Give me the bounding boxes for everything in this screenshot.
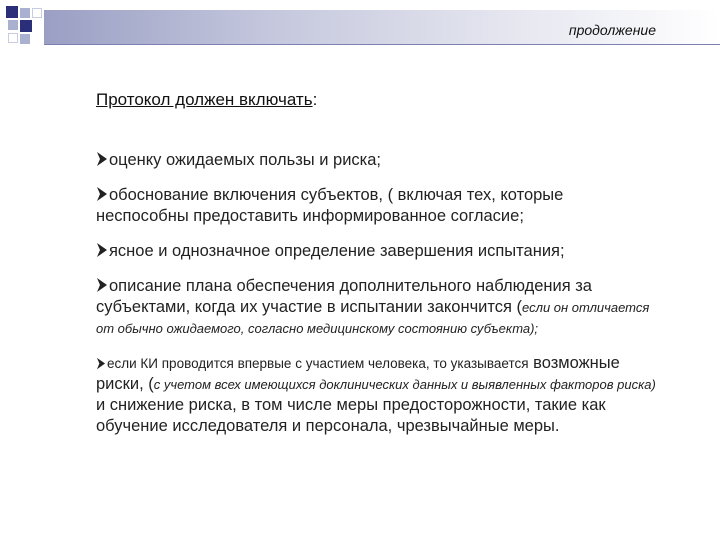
list-item: [96, 353, 656, 437]
page-title: [96, 90, 317, 110]
item-tail: и снижение риска, в том числе меры предосторожности, такие как обучение исследователя и персонала, чрезвычайные меры.: [96, 396, 606, 435]
list-item: [96, 150, 656, 171]
list-item: [96, 276, 656, 339]
decor-square: [20, 8, 30, 18]
arrow-bullet-icon: [96, 186, 108, 202]
decor-square: [20, 34, 30, 44]
list-item: [96, 185, 656, 227]
decor-square: [8, 33, 18, 43]
item-text: возможные риски, (: [96, 354, 620, 393]
decor-square: [6, 6, 18, 18]
item-note: если он отличается от обычно ожидаемого, согласно медицинскому состоянию субъекта);: [96, 300, 650, 336]
arrow-bullet-icon: [96, 357, 106, 370]
header-divider: [44, 44, 720, 45]
decor-square: [32, 8, 42, 18]
item-text: ясное и однозначное определение завершения испытания;: [109, 242, 565, 260]
item-lead-text: если КИ проводится впервые с участием человека, то указывается: [107, 356, 529, 371]
item-text: описание плана обеспечения дополнительного наблюдения за субъектами, когда их участие в испытании закончится (: [96, 277, 592, 316]
item-text: обоснование включения субъектов, ( включая тех, которые неспособны предоставить информированное согласие;: [96, 186, 564, 225]
arrow-bullet-icon: [96, 242, 108, 258]
title-text: Протокол должен включать: [96, 90, 313, 109]
item-lead: [96, 356, 529, 371]
item-text: оценку ожидаемых пользы и риска;: [109, 151, 382, 169]
requirements-list: [96, 150, 656, 451]
decor-square: [8, 20, 18, 30]
list-item: [96, 241, 656, 262]
title-colon: :: [312, 90, 318, 109]
item-note: с учетом всех имеющихся доклинических данных и выявленных факторов риска): [153, 377, 656, 392]
arrow-bullet-icon: [96, 151, 108, 167]
continuation-label: продолжение: [568, 22, 656, 38]
arrow-bullet-icon: [96, 277, 108, 293]
decor-square: [20, 20, 32, 32]
